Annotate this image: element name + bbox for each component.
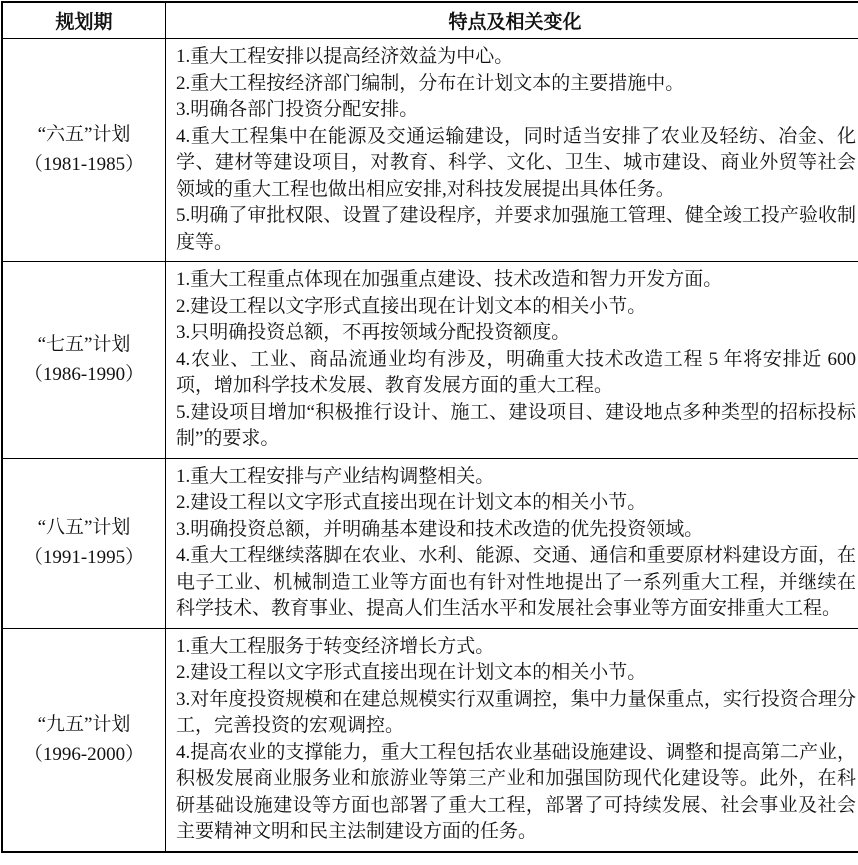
feature-item: 1.重大工程重点体现在加强重点建设、技术改造和智力开发方面。 <box>176 269 723 290</box>
feature-item: 1.重大工程安排与产业结构调整相关。 <box>176 465 495 487</box>
header-row <box>2 2 858 39</box>
period-name: “七五”计划 <box>37 333 131 355</box>
table-row <box>2 262 858 459</box>
feature-item: 2.建设工程以文字形式直接出现在计划文本的相关小节。 <box>176 492 647 513</box>
table-row <box>2 628 858 852</box>
period-years: （1986-1990） <box>23 363 145 385</box>
period-cell <box>2 262 166 459</box>
period-years: （1981-1985） <box>23 154 145 175</box>
feature-item: 2.建设工程以文字形式直接出现在计划文本的相关小节。 <box>176 295 647 317</box>
period-name: “六五”计划 <box>37 124 131 145</box>
table-header <box>2 2 858 39</box>
feature-item: 2.建设工程以文字形式直接出现在计划文本的相关小节。 <box>176 662 647 683</box>
feature-item: 4.重大工程集中在能源及交通运输建设，同时适当安排了农业及轻纺、冶金、化学、建材等建设项目，对教育、科学、文化、卫生、城市建设、商业外贸等社会领域的重大工程也做出相应安排,对科技发展提出具体任务。 <box>176 125 856 200</box>
feature-item: 4.提高农业的支撑能力，重大工程包括农业基础设施建设、调整和提高第二产业，积极发展商业服务业和旅游业等第三产业和加强国防现代化建设等。此外，在科研基础设施建设等方面也部署了重大工程，部署了可持续发展、社会事业及社会主要精神文明和民主法制建设方面的任务。 <box>176 741 856 842</box>
feature-item: 3.只明确投资总额，不再按领域分配投资额度。 <box>176 322 571 343</box>
feature-item: 1.重大工程服务于转变经济增长方式。 <box>176 635 495 657</box>
period-cell <box>2 458 166 628</box>
period-years: （1996-2000） <box>23 743 145 765</box>
features-cell <box>166 39 858 262</box>
feature-item: 4.重大工程继续落脚在农业、水利、能源、交通、通信和重要原材料建设方面，在电子工业、机械制造工业等方面也有针对性地提出了一系列重大工程，并继续在科学技术、教育事业、提高人们生活水平和发展社会事业等方面安排重大工程。 <box>176 545 856 619</box>
feature-item: 3.明确各部门投资分配安排。 <box>176 99 419 120</box>
feature-item: 2.重大工程按经济部门编制，分布在计划文本的主要措施中。 <box>176 72 685 94</box>
header-features: 特点及相关变化 <box>166 2 858 39</box>
features-cell <box>166 458 858 628</box>
five-year-plan-table <box>1 1 858 853</box>
header-period: 规划期 <box>2 2 166 39</box>
feature-item: 3.明确投资总额，并明确基本建设和技术改造的优先投资领域。 <box>176 518 704 540</box>
table-row <box>2 39 858 262</box>
features-cell <box>166 262 858 459</box>
feature-item: 5.明确了审批权限、设置了建设程序，并要求加强施工管理、健全竣工投产验收制度等。 <box>176 205 856 253</box>
period-cell <box>2 628 166 852</box>
period-years: （1991-1995） <box>23 547 145 568</box>
feature-item: 4.农业、工业、商品流通业均有涉及，明确重大技术改造工程 5 年将安排近 600 项，增加科学技术发展、教育发展方面的重大工程。 <box>176 348 856 396</box>
table-row <box>2 458 858 628</box>
period-cell <box>2 39 166 262</box>
feature-item: 3.对年度投资规模和在建总规模实行双重调控，集中力量保重点，实行投资合理分工，完善投资的宏观调控。 <box>176 688 856 736</box>
period-name: “九五”计划 <box>37 713 131 735</box>
features-cell <box>166 628 858 852</box>
period-name: “八五”计划 <box>37 517 131 538</box>
feature-item: 1.重大工程安排以提高经济效益为中心。 <box>176 46 514 67</box>
feature-item: 5.建设项目增加“积极推行设计、施工、建设项目、建设地点多种类型的招标投标制”的要求。 <box>176 401 856 449</box>
